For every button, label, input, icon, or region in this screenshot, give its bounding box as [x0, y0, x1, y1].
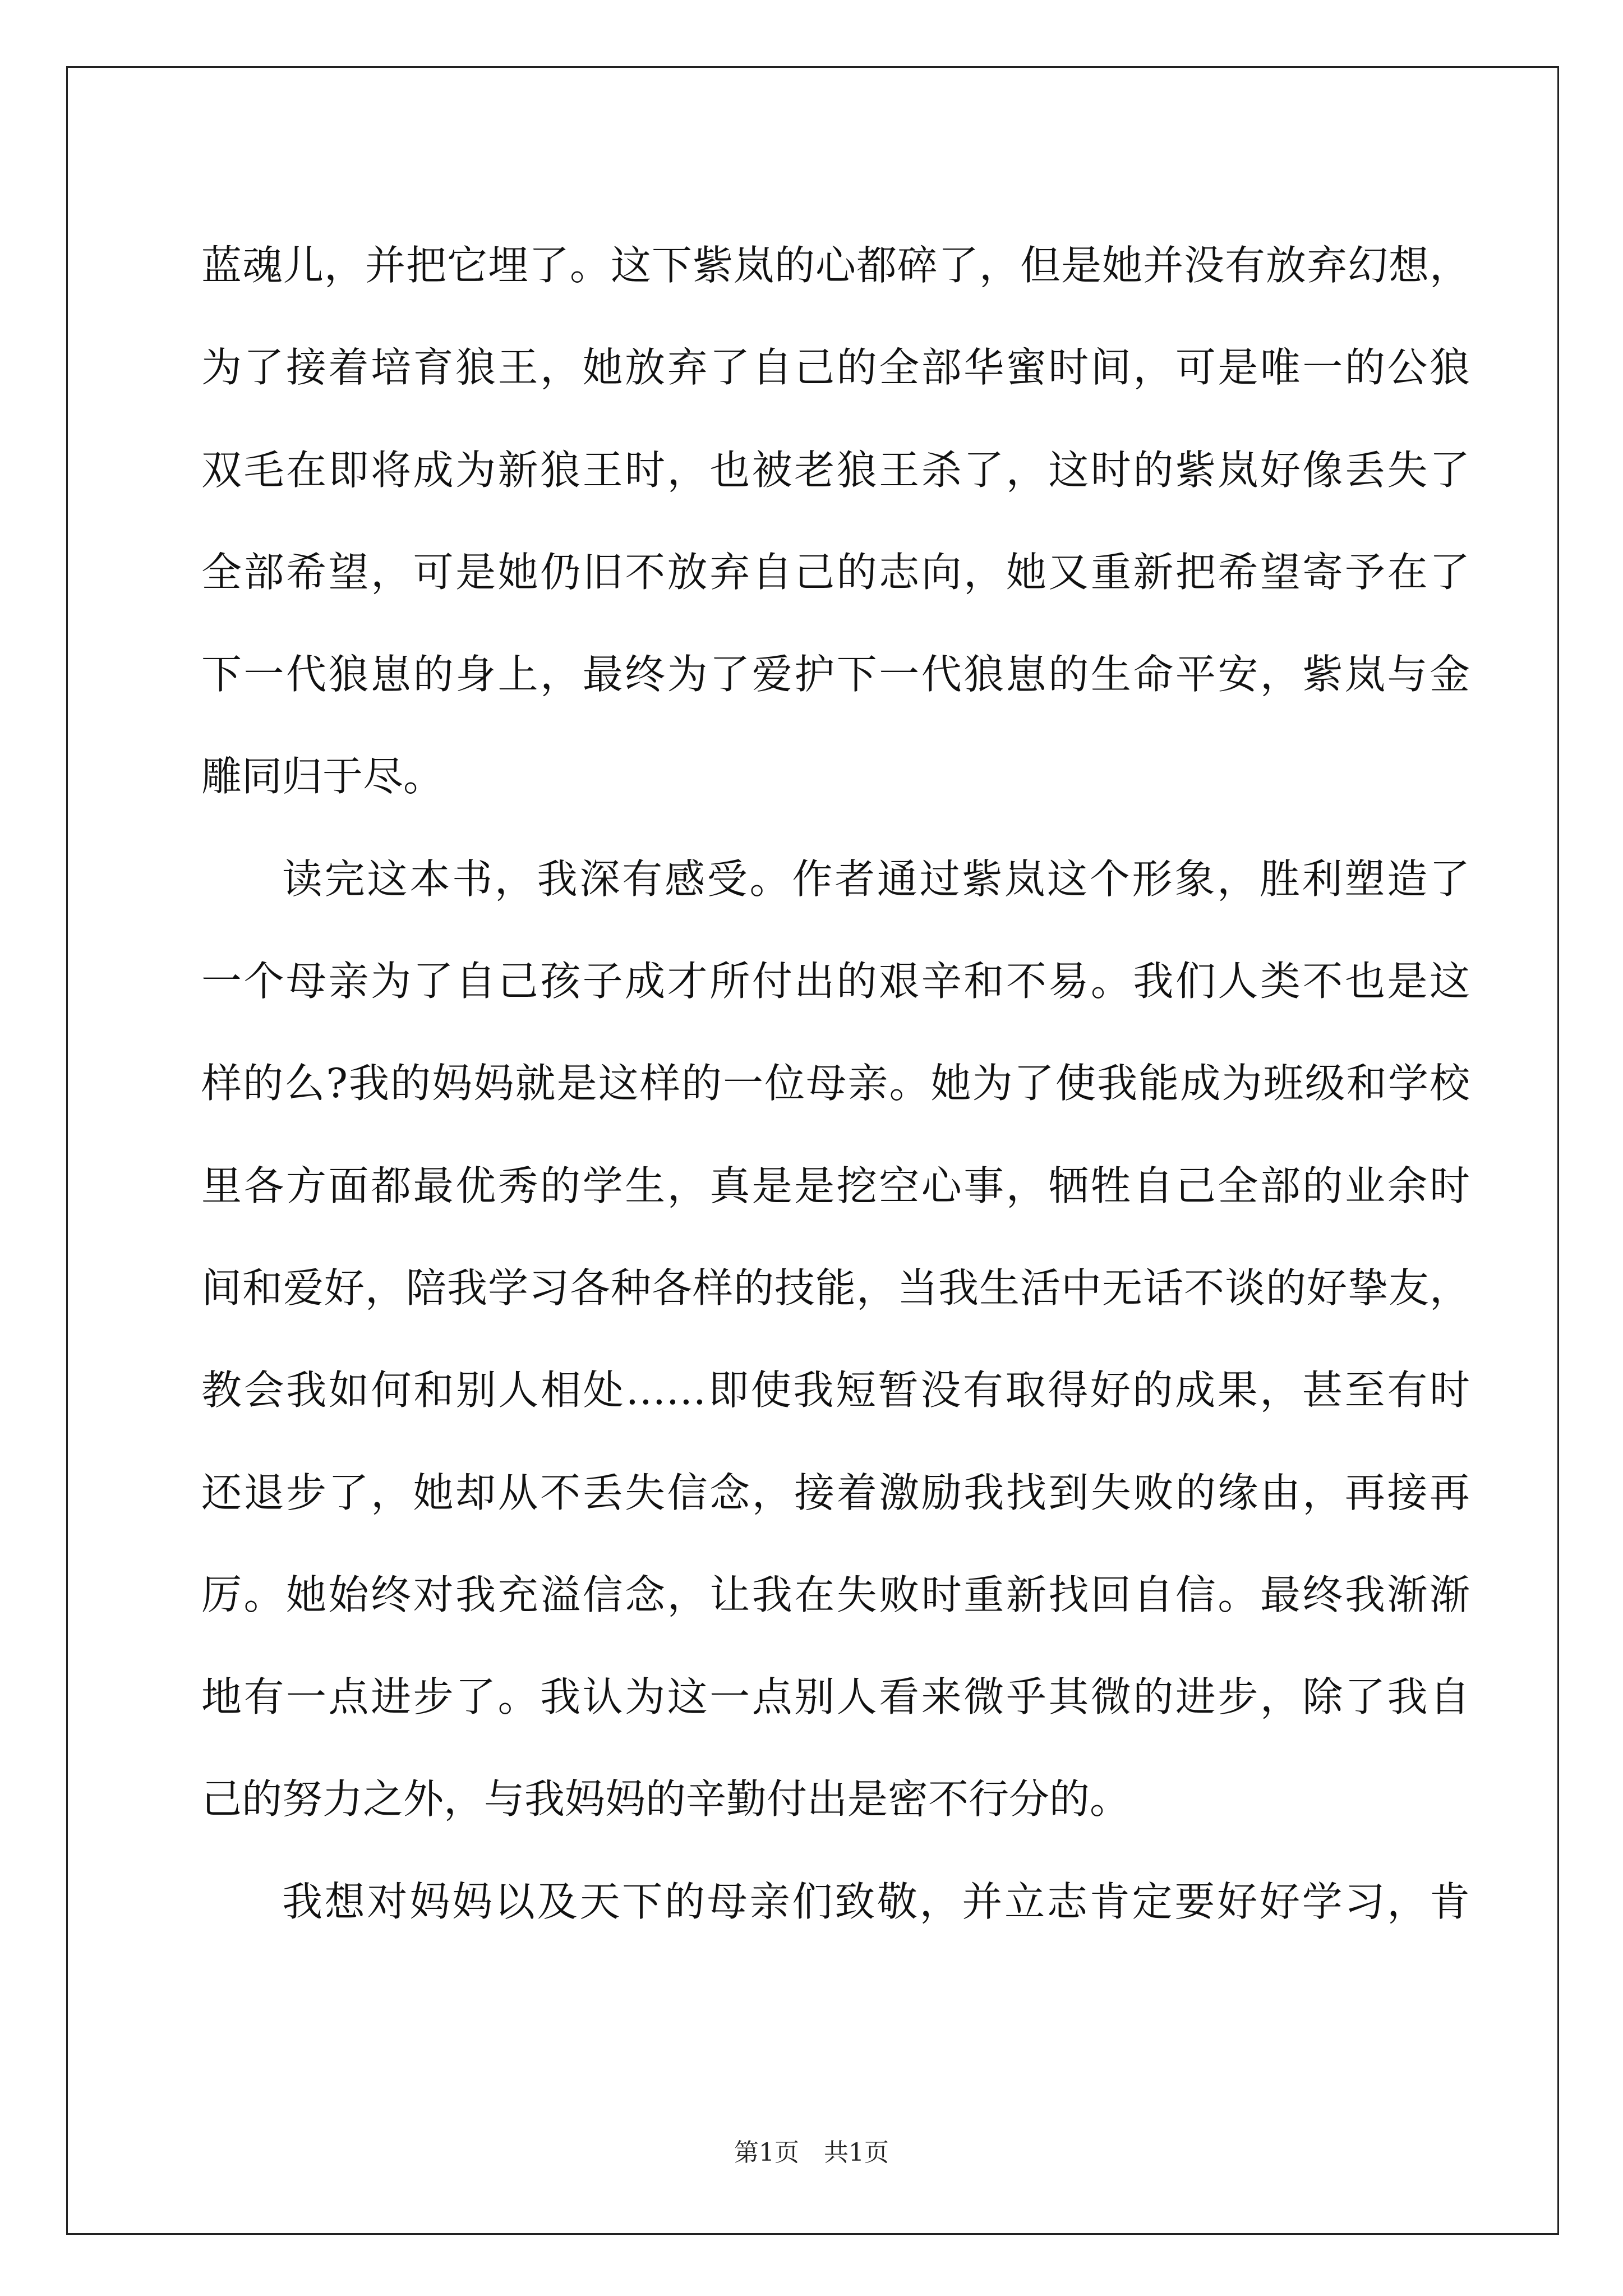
- paragraph-first-line: 读完这本书，我深有感受。作者通过紫岚这个形象，胜利塑造了: [282, 855, 1470, 903]
- paragraph-first-line: 我想对妈妈以及天下的母亲们致敬，并立志肯定要好好学习，肯: [282, 1878, 1470, 1925]
- text-line: 样的么?我的妈妈就是这样的一位母亲。她为了使我能成为班级和学校: [201, 1060, 1470, 1107]
- page-footer: 第1页 共1页: [734, 2138, 889, 2167]
- text-line: 里各方面都最优秀的学生，真是是挖空心事，牺牲自己全部的业余时: [201, 1162, 1470, 1209]
- text-line: 雕同归于尽。: [201, 753, 444, 800]
- text-line: 为了接着培育狼王，她放弃了自己的全部华蜜时间，可是唯一的公狼: [201, 344, 1470, 392]
- text-line: 下一代狼崽的身上，最终为了爱护下一代狼崽的生命平安，紫岚与金: [201, 651, 1470, 698]
- text-line: 教会我如何和别人相处……即使我短暂没有取得好的成果，甚至有时: [201, 1366, 1470, 1414]
- document-body: [201, 214, 1470, 1953]
- text-line: 全部希望，可是她仍旧不放弃自己的志向，她又重新把希望寄予在了: [201, 548, 1470, 596]
- text-line: 一个母亲为了自己孩子成才所付出的艰辛和不易。我们人类不也是这: [201, 958, 1470, 1005]
- text-line: 还退步了，她却从不丢失信念，接着激励我找到失败的缘由，再接再: [201, 1469, 1470, 1516]
- text-line: 蓝魂儿，并把它埋了。这下紫岚的心都碎了，但是她并没有放弃幻想，: [201, 242, 1470, 289]
- text-line: 己的努力之外，与我妈妈的辛勤付出是密不行分的。: [201, 1775, 1131, 1823]
- text-line: 双毛在即将成为新狼王时，也被老狼王杀了，这时的紫岚好像丢失了: [201, 446, 1470, 494]
- text-line: 地有一点进步了。我认为这一点别人看来微乎其微的进步，除了我自: [201, 1673, 1470, 1721]
- text-line: 间和爱好，陪我学习各种各样的技能，当我生活中无话不谈的好挚友，: [201, 1264, 1470, 1312]
- text-line: 厉。她始终对我充溢信念，让我在失败时重新找回自信。最终我渐渐: [201, 1571, 1470, 1618]
